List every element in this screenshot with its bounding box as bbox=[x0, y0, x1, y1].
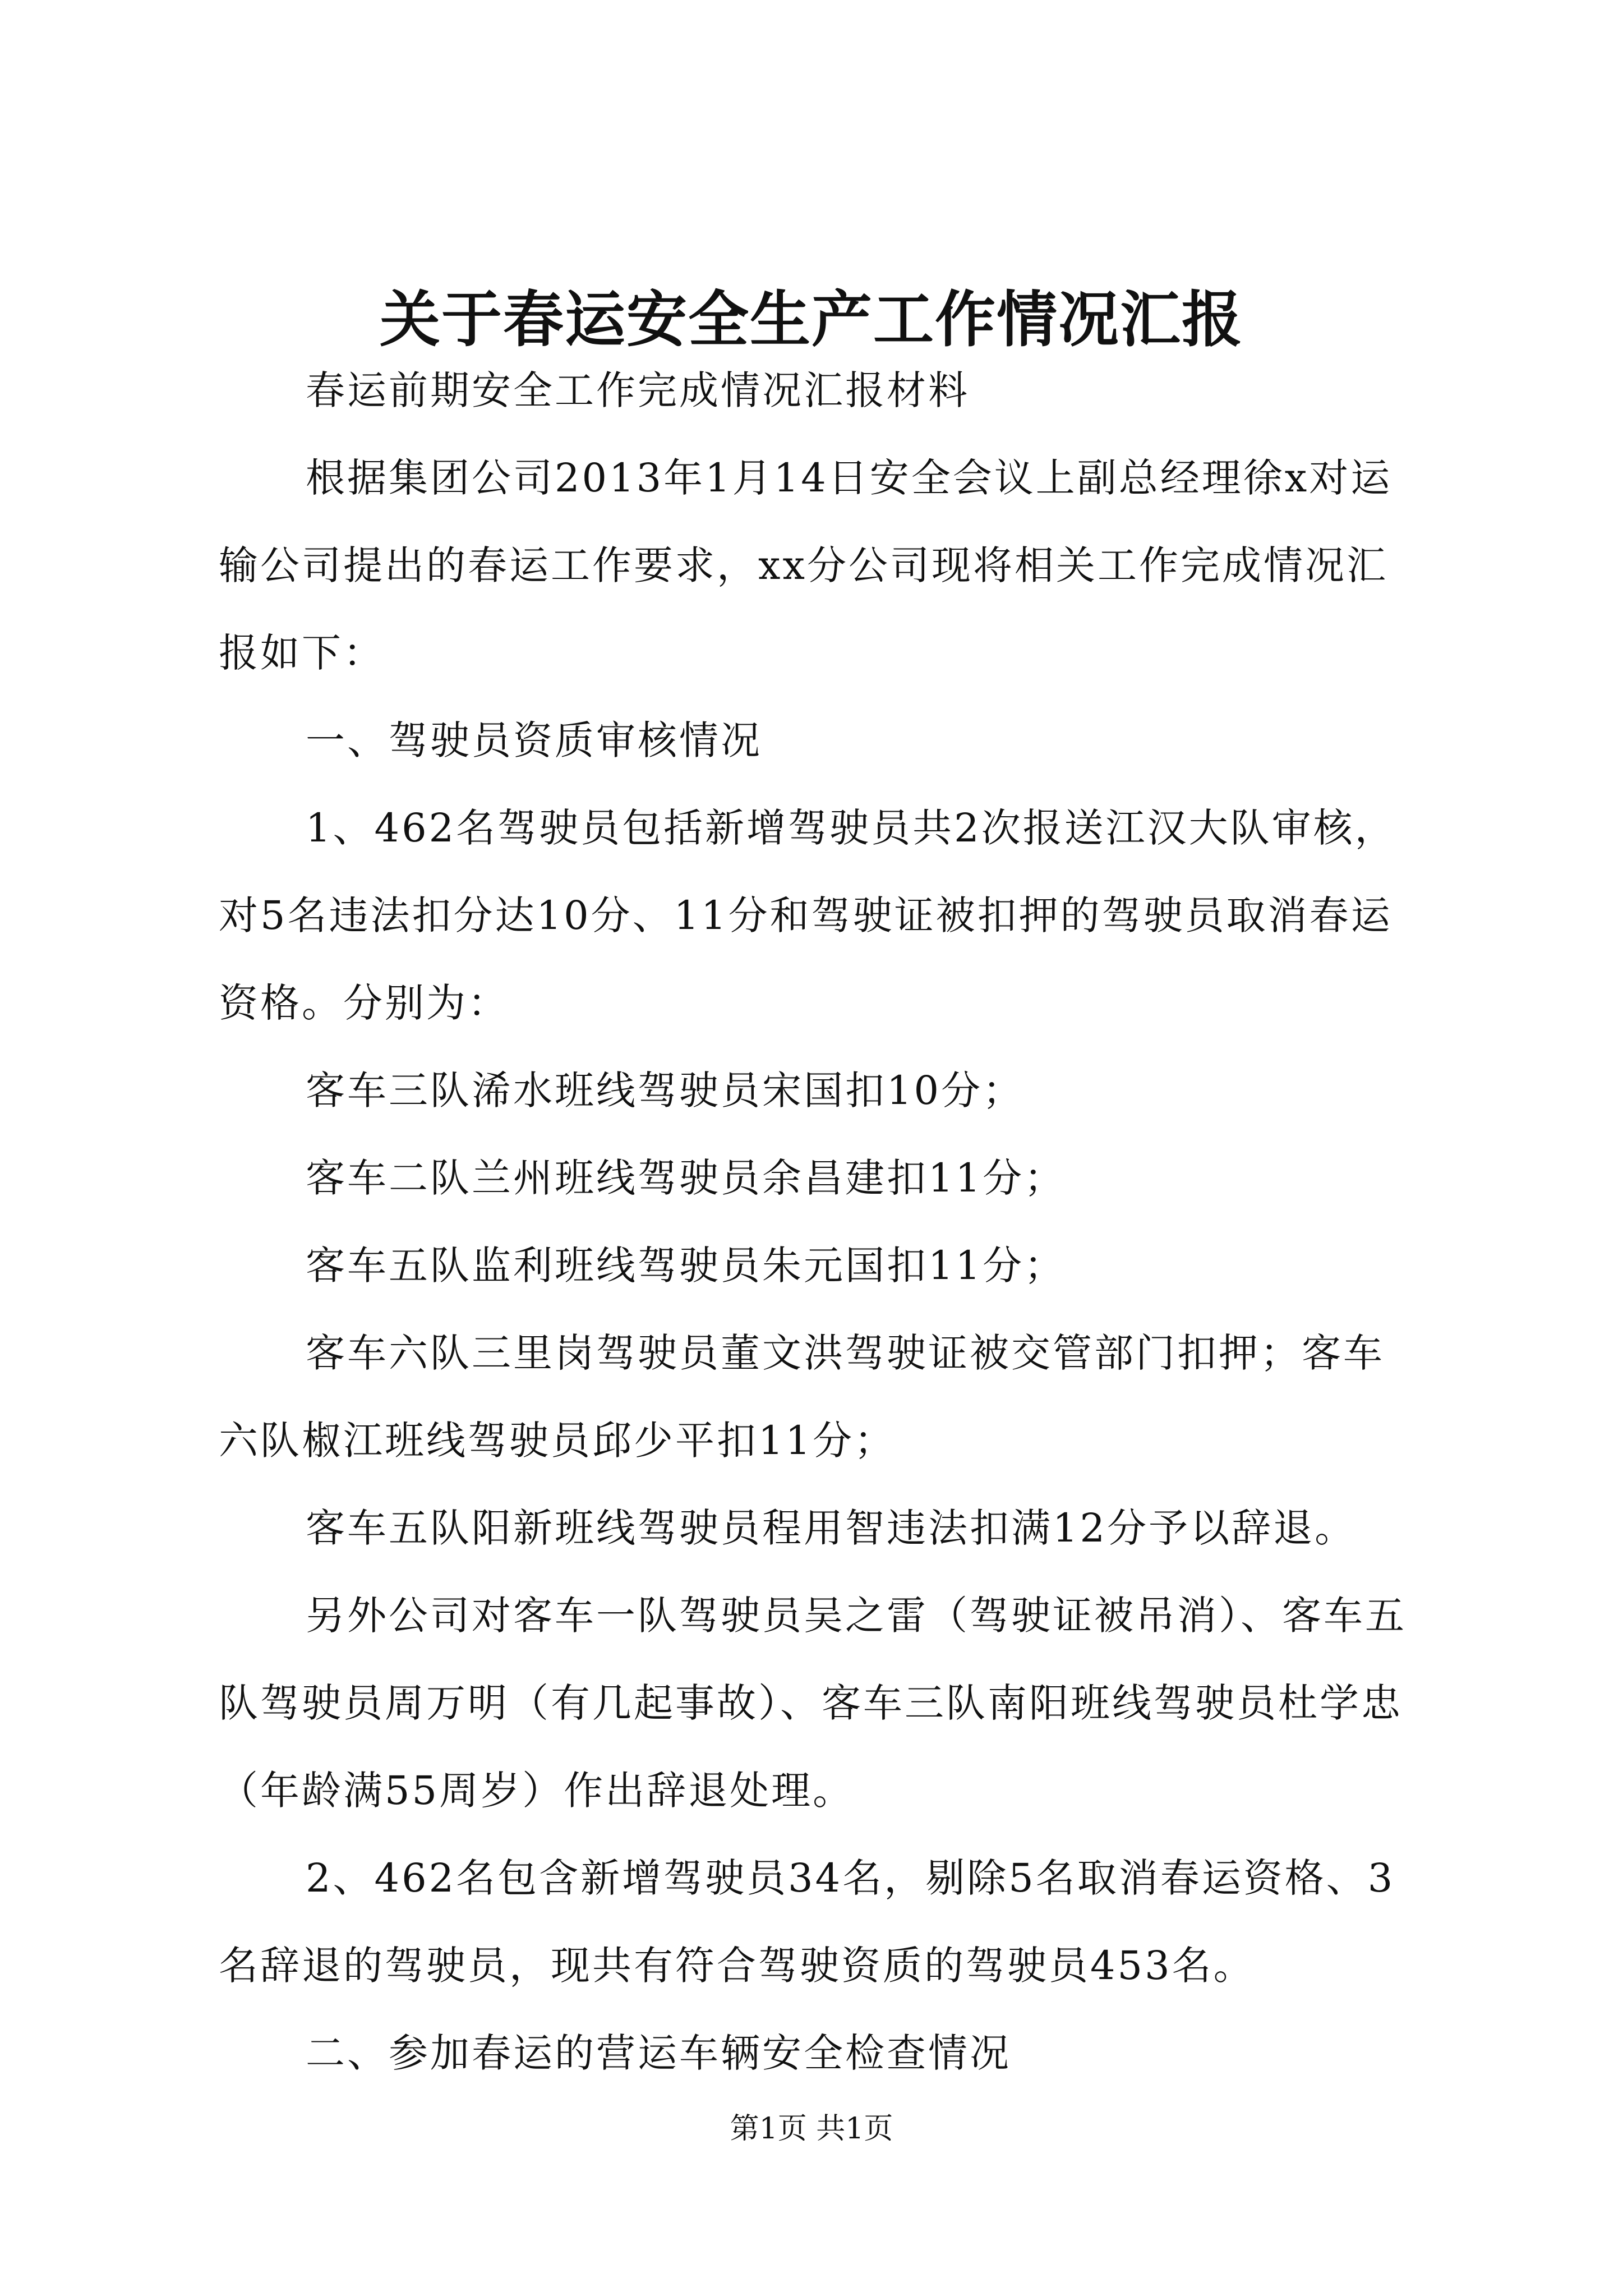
section-heading-2: 二、参加春运的营运车辆安全检查情况 bbox=[306, 2030, 1011, 2076]
page-footer: 第1页 共1页 bbox=[730, 2112, 893, 2146]
paragraph-item-1: 1、462名驾驶员包括新增驾驶员共2次报送江汉大队审核，对5名违法扣分达10分、11分和驾驶证被扣押的驾驶员取消春运资格。分别为： bbox=[219, 805, 1396, 1026]
paragraph-subtitle: 春运前期安全工作完成情况汇报材料 bbox=[306, 367, 970, 413]
paragraph-intro: 根据集团公司2013年1月14日安全会议上副总经理徐x对运输公司提出的春运工作要求，xx分公司现将相关工作完成情况汇报如下： bbox=[219, 455, 1393, 676]
paragraph-driver-cheng: 客车五队阳新班线驾驶员程用智违法扣满12分予以辞退。 bbox=[306, 1505, 1357, 1551]
paragraph-item-2: 2、462名包含新增驾驶员34名，剔除5名取消春运资格、3名辞退的驾驶员，现共有符合驾驶资质的驾驶员453名。 bbox=[219, 1855, 1395, 1989]
paragraph-driver-yu: 客车二队兰州班线驾驶员余昌建扣11分； bbox=[306, 1155, 1066, 1201]
paragraph-dismissals: 另外公司对客车一队驾驶员吴之雷（驾驶证被吊消）、客车五队驾驶员周万明（有几起事故）、客车三队南阳班线驾驶员杜学忠（年龄满55周岁）作出辞退处理。 bbox=[219, 1593, 1407, 1814]
paragraph-driver-song: 客车三队浠水班线驾驶员宋国扣10分； bbox=[306, 1068, 1025, 1114]
document-body bbox=[219, 347, 1424, 2097]
paragraph-driver-zhu: 客车五队监利班线驾驶员朱元国扣11分； bbox=[306, 1243, 1066, 1289]
section-heading-1: 一、驾驶员资质审核情况 bbox=[306, 717, 762, 763]
document-title: 关于春运安全生产工作情况汇报 bbox=[379, 284, 1243, 355]
paragraph-driver-dong-qiu: 客车六队三里岗驾驶员董文洪驾驶证被交管部门扣押；客车六队椒江班线驾驶员邱少平扣11分； bbox=[219, 1330, 1385, 1464]
